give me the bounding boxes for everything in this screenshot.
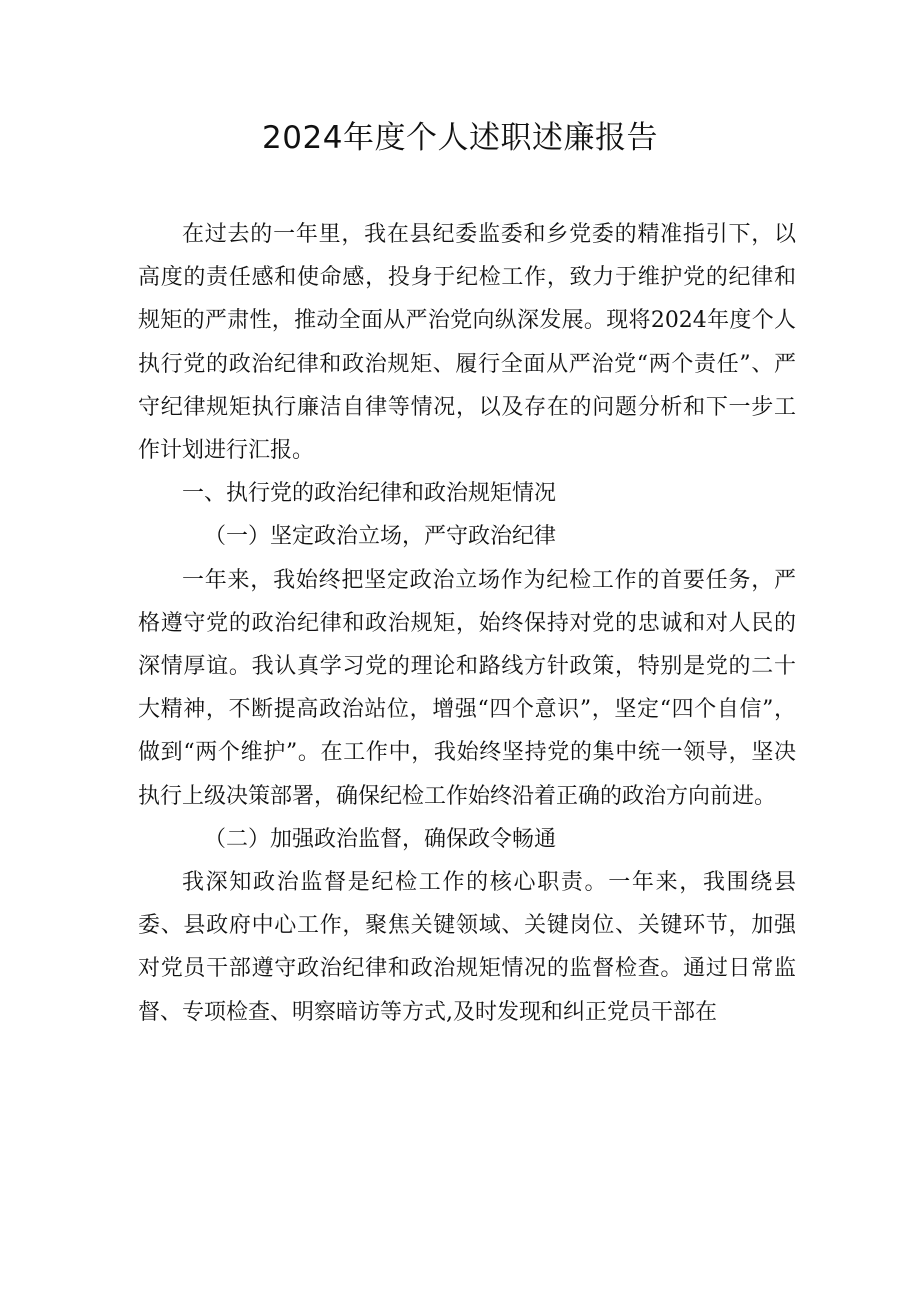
section-heading-1: 一、执行党的政治纪律和政治规矩情况 [182,481,557,507]
subsection-heading-2: （二）加强政治监督，确保政令畅通 [204,826,557,852]
document-title: 2024年度个人述职述廉报告 [262,120,658,156]
section-1-paragraph: 一年来，我始终把坚定政治立场作为纪检工作的首要任务，严格遵守党的政治纪律和政治规矩，始终保持对党的忠诚和对人民的深情厚谊。我认真学习党的理论和路线方针政策，特别是党的二十大精神，不断提高政治站位，增强“四个意识”，坚定“四个自信”，做到“两个维护”。在工作中，我始终坚持党的集中统一领导，坚决执行上级决策部署，确保纪检工作始终沿着正确的政治方向前进。 [138,567,796,809]
document-body [138,213,796,1034]
subsection-heading-1: （一）坚定政治立场，严守政治纪律 [204,524,557,550]
section-2-paragraph: 我深知政治监督是纪检工作的核心职责。一年来，我围绕县委、县政府中心工作，聚焦关键领域、关键岗位、关键环节，加强对党员干部遵守政治纪律和政治规矩情况的监督检查。通过日常监督、专项检查、明察暗访等方式,及时发现和纠正党员干部在 [138,870,796,1025]
intro-paragraph: 在过去的一年里，我在县纪委监委和乡党委的精准指引下，以高度的责任感和使命感，投身于纪检工作，致力于维护党的纪律和规矩的严肃性，推动全面从严治党向纵深发展。现将2024年度个人执行党的政治纪律和政治规矩、履行全面从严治党“两个责任”、严守纪律规矩执行廉洁自律等情况，以及存在的问题分析和下一步工作计划进行汇报。 [138,222,796,464]
